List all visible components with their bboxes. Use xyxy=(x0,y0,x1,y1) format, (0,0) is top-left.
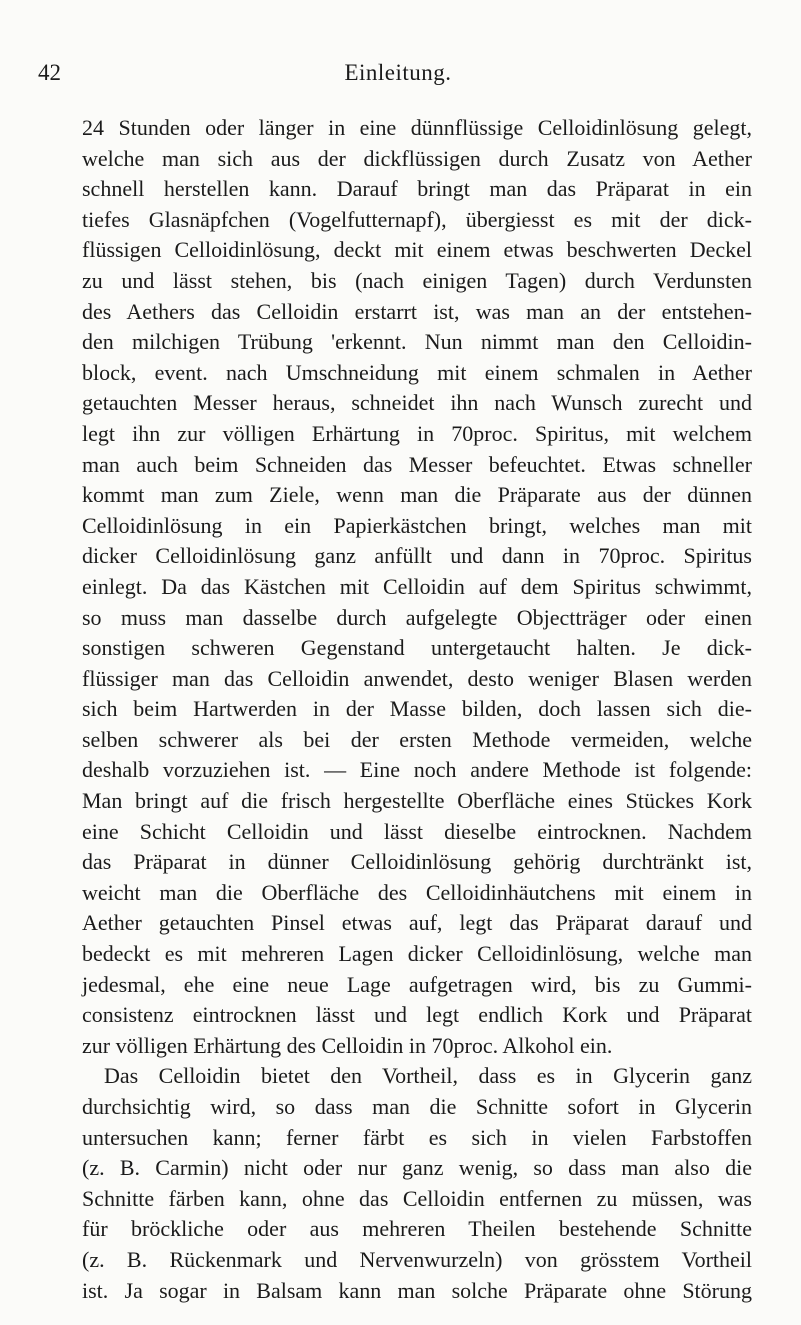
text-line: den milchigen Trübung 'erkennt. Nun nimmt man den Celloidin- xyxy=(82,329,752,355)
text-line: ist. Ja sogar in Balsam kann man solche Präparate ohne Störung xyxy=(82,1277,752,1303)
body-text xyxy=(82,113,752,1306)
text-line: bedeckt es mit mehreren Lagen dicker Celloidinlösung, welche man xyxy=(82,941,752,967)
page-number: 42 xyxy=(38,60,61,85)
text-line: kommt man zum Ziele, wenn man die Präparate aus der dünnen xyxy=(82,482,752,508)
text-line: welche man sich aus der dickflüssigen durch Zusatz von Aether xyxy=(82,145,752,171)
text-line: Man bringt auf die frisch hergestellte Oberfläche eines Stückes Kork xyxy=(82,788,752,814)
text-line: dicker Celloidinlösung ganz anfüllt und dann in 70proc. Spiritus xyxy=(82,543,752,569)
text-line: block, event. nach Umschneidung mit einem schmalen in Aether xyxy=(82,359,752,385)
text-line: sonstigen schweren Gegenstand untergetaucht halten. Je dick- xyxy=(82,635,752,661)
text-line: so muss man dasselbe durch aufgelegte Objectträger oder einen xyxy=(82,604,752,630)
text-line: weicht man die Oberfläche des Celloidinhäutchens mit einem in xyxy=(82,879,752,905)
text-line: consistenz eintrocknen lässt und legt endlich Kork und Präparat xyxy=(82,1002,752,1028)
text-line: Aether getauchten Pinsel etwas auf, legt das Präparat darauf und xyxy=(82,910,752,936)
text-line: (z. B. Rückenmark und Nervenwurzeln) von grösstem Vortheil xyxy=(82,1246,752,1272)
text-line: Schnitte färben kann, ohne das Celloidin entfernen zu müssen, was xyxy=(82,1185,752,1211)
text-line: einlegt. Da das Kästchen mit Celloidin auf dem Spiritus schwimmt, xyxy=(82,573,752,599)
text-line: legt ihn zur völligen Erhärtung in 70proc. Spiritus, mit welchem xyxy=(82,420,752,446)
text-line: man auch beim Schneiden das Messer befeuchtet. Etwas schneller xyxy=(82,451,752,477)
text-line: selben schwerer als bei der ersten Methode vermeiden, welche xyxy=(82,726,752,752)
text-line: jedesmal, ehe eine neue Lage aufgetragen wird, bis zu Gummi- xyxy=(82,971,752,997)
text-line: zu und lässt stehen, bis (nach einigen Tagen) durch Verdunsten xyxy=(82,267,752,293)
text-line: flüssiger man das Celloidin anwendet, desto weniger Blasen werden xyxy=(82,665,752,691)
text-line: zur völligen Erhärtung des Celloidin in 70proc. Alkohol ein. xyxy=(82,1032,613,1058)
running-head: Einleitung. xyxy=(344,60,452,85)
text-line: untersuchen kann; ferner färbt es sich in vielen Farbstoffen xyxy=(82,1124,752,1150)
text-line: das Präparat in dünner Celloidinlösung gehörig durchtränkt ist, xyxy=(82,849,752,875)
page-header xyxy=(38,60,758,94)
text-line: (z. B. Carmin) nicht oder nur ganz wenig, so dass man also die xyxy=(82,1155,752,1181)
text-line: flüssigen Celloidinlösung, deckt mit einem etwas beschwerten Deckel xyxy=(82,237,752,263)
text-line: des Aethers das Celloidin erstarrt ist, was man an der entstehen- xyxy=(82,298,752,324)
text-line: schnell herstellen kann. Darauf bringt man das Präparat in ein xyxy=(82,176,752,202)
text-line: Das Celloidin bietet den Vortheil, dass es in Glycerin ganz xyxy=(104,1063,752,1089)
text-line: durchsichtig wird, so dass man die Schnitte sofort in Glycerin xyxy=(82,1094,752,1119)
text-line: tiefes Glasnäpfchen (Vogelfutternapf), übergiesst es mit der dick- xyxy=(82,206,752,232)
text-line: Celloidinlösung in ein Papierkästchen bringt, welches man mit xyxy=(82,512,752,538)
text-line: sich beim Hartwerden in der Masse bilden, doch lassen sich die- xyxy=(82,696,752,722)
text-line: eine Schicht Celloidin und lässt dieselbe eintrocknen. Nachdem xyxy=(82,818,752,844)
text-line: 24 Stunden oder länger in eine dünnflüssige Celloidinlösung gelegt, xyxy=(82,115,752,140)
text-line: getauchten Messer heraus, schneidet ihn nach Wunsch zurecht und xyxy=(82,390,752,416)
text-line: für bröckliche oder aus mehreren Theilen bestehende Schnitte xyxy=(82,1216,752,1242)
text-line: deshalb vorzuziehen ist. — Eine noch andere Methode ist folgende: xyxy=(82,757,752,783)
